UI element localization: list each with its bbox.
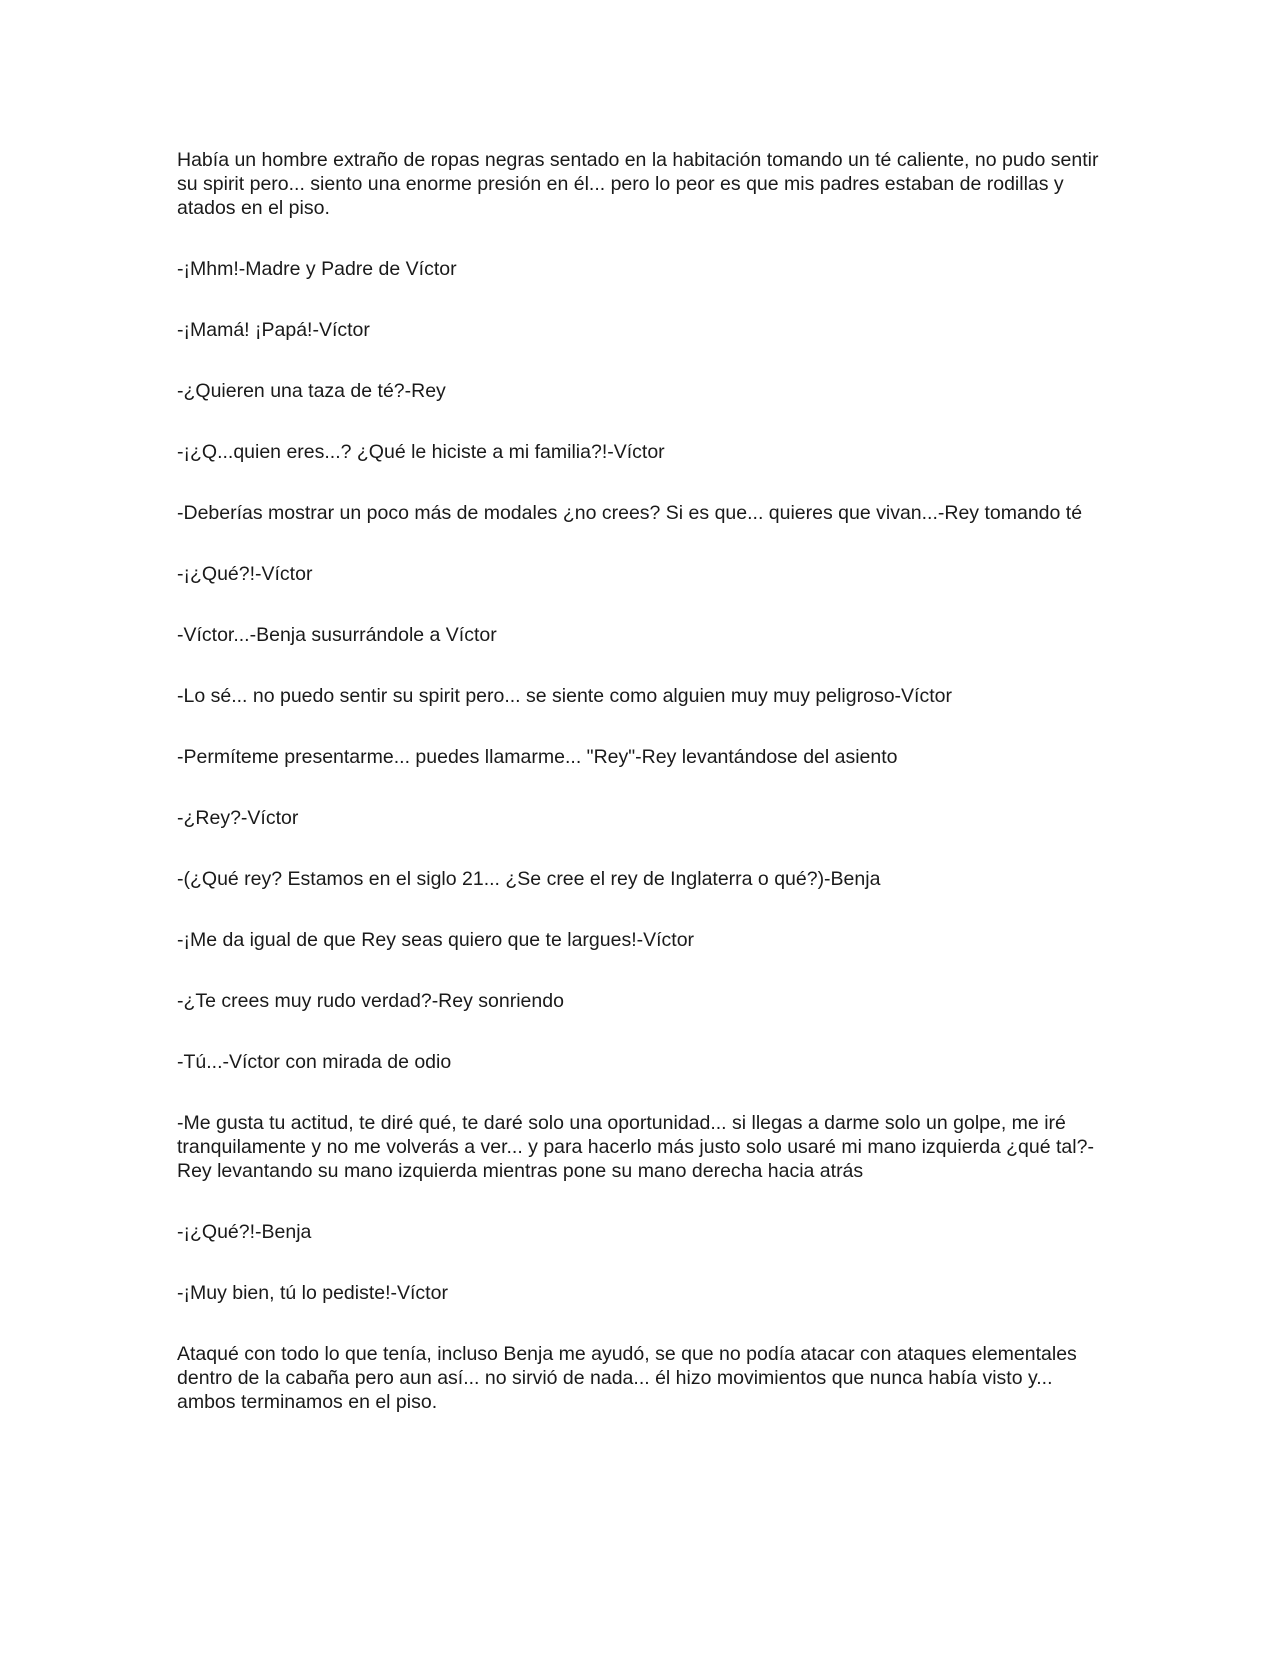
dialogue-line: -Lo sé... no puedo sentir su spirit pero... se siente como alguien muy muy peligroso-Víctor [177,685,952,707]
dialogue-line: -Me gusta tu actitud, te diré qué, te daré solo una oportunidad... si llegas a darme solo un golpe, me iré tranquilamente y no me volverás a ver... y para hacerlo más justo solo usaré mi mano izquierda ¿qué tal?-Rey levantando su mano izquierda mientras pone su mano derecha hacia atrás [177,1112,1094,1182]
dialogue-line: -¡¿Qué?!-Benja [177,1221,312,1243]
dialogue-line: -Deberías mostrar un poco más de modales ¿no crees? Si es que... quieres que vivan...-Rey tomando té [177,502,1083,524]
dialogue-line: -Tú...-Víctor con mirada de odio [177,1051,452,1073]
dialogue-line: -¿Rey?-Víctor [177,807,299,829]
dialogue-line: -¿Te crees muy rudo verdad?-Rey sonriendo [177,990,564,1012]
dialogue-line: -¡¿Q...quien eres...? ¿Qué le hiciste a mi familia?!-Víctor [177,441,665,463]
dialogue-line: -¡Me da igual de que Rey seas quiero que te largues!-Víctor [177,929,695,951]
dialogue-line: -¿Quieren una taza de té?-Rey [177,380,446,402]
dialogue-line: -Permíteme presentarme... puedes llamarme... "Rey"-Rey levantándose del asiento [177,746,898,768]
document-body [177,148,1110,1414]
dialogue-line: -¡Mhm!-Madre y Padre de Víctor [177,258,457,280]
dialogue-line: -¡¿Qué?!-Víctor [177,563,313,585]
dialogue-line: -¡Mamá! ¡Papá!-Víctor [177,319,370,341]
dialogue-line: -¡Muy bien, tú lo pediste!-Víctor [177,1282,448,1304]
narration-paragraph-1: Había un hombre extraño de ropas negras sentado en la habitación tomando un té caliente, no pudo sentir su spirit pero... siento una enorme presión en él... pero lo peor es que mis padres estaban de rodillas y atados en el piso. [177,149,1099,219]
dialogue-line: -(¿Qué rey? Estamos en el siglo 21... ¿Se cree el rey de Inglaterra o qué?)-Benja [177,868,881,890]
narration-paragraph-2: Ataqué con todo lo que tenía, incluso Benja me ayudó, se que no podía atacar con ataques elementales dentro de la cabaña pero aun así... no sirvió de nada... él hizo movimientos que nunca había visto y... ambos terminamos en el piso. [177,1343,1077,1413]
dialogue-line: -Víctor...-Benja susurrándole a Víctor [177,624,497,646]
